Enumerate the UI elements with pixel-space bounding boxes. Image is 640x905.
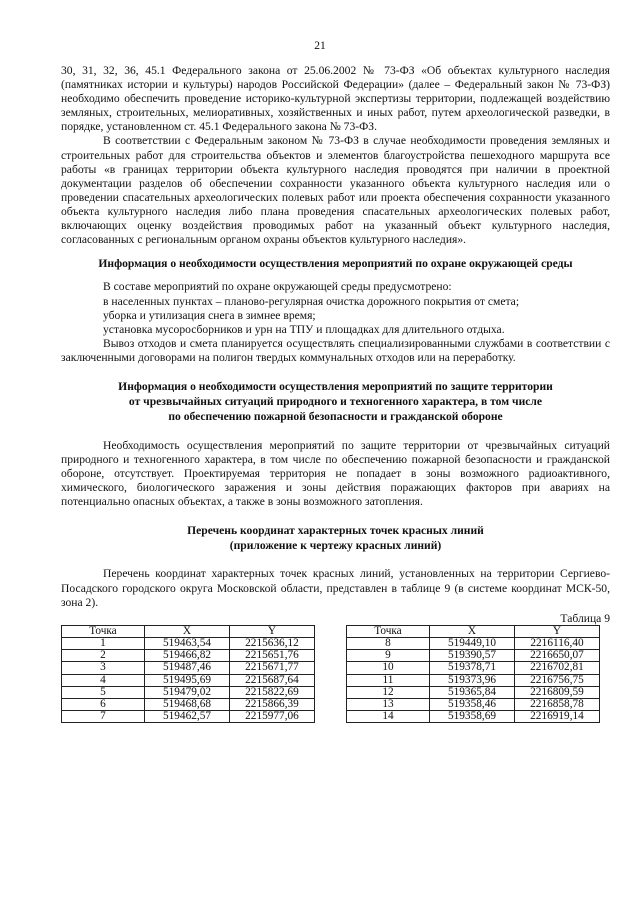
- env-item: в населенных пунктах – планово-регулярная очистка дорожного покрытия от смета;: [103, 294, 520, 308]
- header-y: Y: [515, 625, 600, 637]
- cell-point: 12: [347, 686, 430, 698]
- cell-x: 519373,96: [430, 674, 515, 686]
- cell-x: 519468,68: [145, 698, 230, 710]
- cell-y: 2215977,06: [230, 711, 315, 723]
- table-row: [62, 711, 315, 723]
- cell-y: 2215866,39: [230, 698, 315, 710]
- table-row: [347, 711, 600, 723]
- cell-x: 519449,10: [430, 637, 515, 649]
- cell-x: 519462,57: [145, 711, 230, 723]
- cell-point: 6: [62, 698, 145, 710]
- coordinates-table-left: [61, 625, 315, 724]
- cell-point: 4: [62, 674, 145, 686]
- cell-x: 519479,02: [145, 686, 230, 698]
- cell-x: 519365,84: [430, 686, 515, 698]
- cell-y: 2216919,14: [515, 711, 600, 723]
- cell-point: 1: [62, 637, 145, 649]
- env-waste-paragraph: Вывоз отходов и смета планируется осуществлять специализированными службами в соответствии с заключенными договорами на полигон твердых коммунальных отходов или на переработку.: [61, 336, 610, 364]
- document-body: [61, 64, 610, 775]
- cell-x: 519487,46: [145, 662, 230, 674]
- table-body-right: [347, 637, 600, 722]
- table-row: [347, 650, 600, 662]
- cell-y: 2216116,40: [515, 637, 600, 649]
- cell-point: 7: [62, 711, 145, 723]
- cell-x: 519463,54: [145, 637, 230, 649]
- cell-y: 2216702,81: [515, 662, 600, 674]
- cell-point: 14: [347, 711, 430, 723]
- cell-y: 2215636,12: [230, 637, 315, 649]
- header-x: X: [430, 625, 515, 637]
- page-number: 21: [314, 40, 326, 52]
- heading-emergency: [61, 379, 610, 425]
- cell-point: 8: [347, 637, 430, 649]
- cell-point: 2: [62, 650, 145, 662]
- paragraph-law-73fz: 30, 31, 32, 36, 45.1 Федерального закона от 25.06.2002 № 73-ФЗ «Об объектах культурного наследия (памятниках истории и культуры) народов Российской Федерации» (далее – Федеральный закон № 73-ФЗ) необходимо обеспечить проведение историко-культурной экспертизы территории, подлежащей воздействию земляных, строительных, мелиоративных, хозяйственных и иных работ, путем археологической разведки, в порядке, установленном ст. 45.1 Федерального закона № 73-ФЗ.: [61, 64, 610, 134]
- heading-environment: Информация о необходимости осуществления мероприятий по охране окружающей среды: [98, 257, 573, 271]
- cell-point: 10: [347, 662, 430, 674]
- env-intro: В составе мероприятий по охране окружающей среды предусмотрено:: [103, 280, 452, 294]
- cell-y: 2216650,07: [515, 650, 600, 662]
- heading-coordinates: [61, 523, 610, 553]
- cell-y: 2216756,75: [515, 674, 600, 686]
- cell-x: 519358,46: [430, 698, 515, 710]
- env-item: уборка и утилизация снега в зимнее время;: [103, 308, 316, 322]
- header-point: Точка: [347, 625, 430, 637]
- cell-y: 2215651,76: [230, 650, 315, 662]
- header-x: X: [145, 625, 230, 637]
- table-row: [347, 674, 600, 686]
- coordinates-paragraph: Перечень координат характерных точек красных линий, установленных на территории Сергиево-Посадского городского округа Московской области, представлен в таблице 9 (в системе координат МСК-50, зона 2).: [61, 567, 610, 609]
- table-row: [62, 662, 315, 674]
- cell-y: 2215687,64: [230, 674, 315, 686]
- table-row: [347, 662, 600, 674]
- heading-line: Перечень координат характерных точек красных линий: [187, 524, 484, 538]
- table-caption: Таблица 9: [560, 611, 610, 625]
- emergency-paragraph: Необходимость осуществления мероприятий по защите территории от чрезвычайных ситуаций природного и техногенного характера, в том числе по обеспечению пожарной безопасности и гражданской обороне, отсутствует. Проектируемая территория не попадает в зоны возможного радиоактивного, химического, биологического заражения и зоны действия поражающих факторов при авариях на потенциально опасных объектах, а также в зоны возможного затопления.: [61, 438, 610, 508]
- cell-y: 2215671,77: [230, 662, 315, 674]
- paragraph-cultural-heritage: В соответствии с Федеральным законом № 73-ФЗ в случае необходимости проведения земляных и строительных работ для строительства объектов и элементов благоустройства пешеходного маршрута все работы «в границах территории объекта культурного наследия проводятся при наличии в проектной документации разделов об обеспечении сохранности указанного объекта культурного наследия или о проведении спасательных археологических полевых работ или проекта обеспечения сохранности указанного объекта культурного наследия либо плана проведения спасательных археологических полевых работ, включающих оценку воздействия проводимых работ на указанный объект культурного наследия, согласованных с региональным органом охраны объектов культурного наследия».: [61, 134, 610, 247]
- heading-line: (приложение к чертежу красных линий): [229, 539, 442, 553]
- heading-line: от чрезвычайных ситуаций природного и техногенного характера, в том числе: [128, 395, 543, 409]
- cell-y: 2216858,78: [515, 698, 600, 710]
- cell-point: 5: [62, 686, 145, 698]
- cell-x: 519390,57: [430, 650, 515, 662]
- cell-x: 519378,71: [430, 662, 515, 674]
- table-row: [62, 650, 315, 662]
- table-body-left: [62, 637, 315, 722]
- heading-line: по обеспечению пожарной безопасности и гражданской обороне: [168, 410, 503, 424]
- table-row: [347, 637, 600, 649]
- cell-x: 519495,69: [145, 674, 230, 686]
- table-row: [62, 674, 315, 686]
- cell-point: 11: [347, 674, 430, 686]
- header-y: Y: [230, 625, 315, 637]
- heading-line: Информация о необходимости осуществления мероприятий по защите территории: [118, 379, 553, 393]
- table-row: [62, 637, 315, 649]
- cell-y: 2215822,69: [230, 686, 315, 698]
- table-row: [62, 698, 315, 710]
- cell-x: 519358,69: [430, 711, 515, 723]
- cell-point: 9: [347, 650, 430, 662]
- table-header-row: [347, 625, 600, 637]
- header-point: Точка: [62, 625, 145, 637]
- table-header-row: [62, 625, 315, 637]
- cell-y: 2216809,59: [515, 686, 600, 698]
- cell-point: 13: [347, 698, 430, 710]
- cell-x: 519466,82: [145, 650, 230, 662]
- table-row: [347, 698, 600, 710]
- env-item: установка мусоросборников и урн на ТПУ и площадках для длительного отдыха.: [103, 322, 505, 336]
- table-row: [62, 686, 315, 698]
- cell-point: 3: [62, 662, 145, 674]
- coordinates-table-right: [346, 625, 600, 724]
- table-row: [347, 686, 600, 698]
- coordinates-tables: [61, 625, 610, 775]
